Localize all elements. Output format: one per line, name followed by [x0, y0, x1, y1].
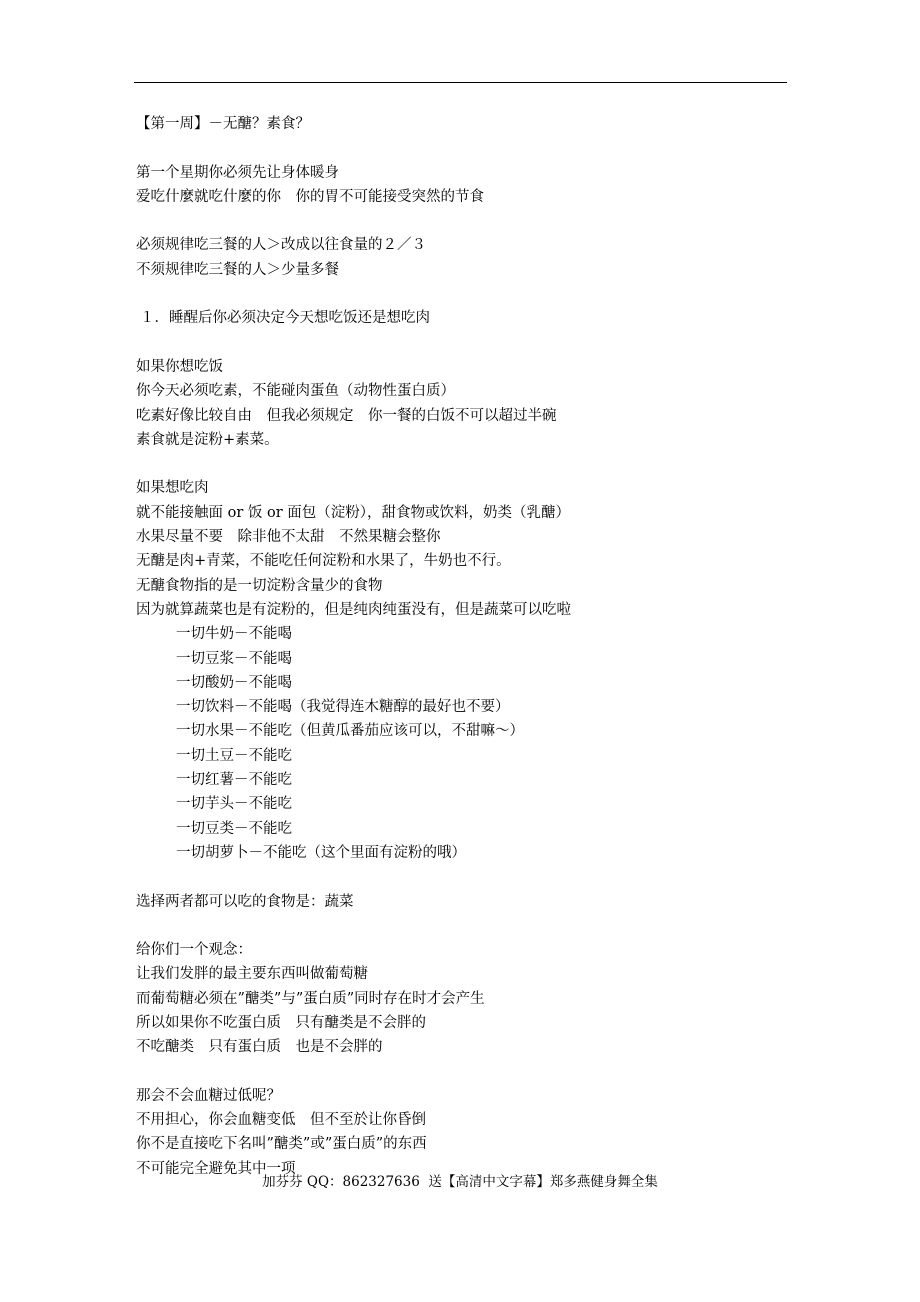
list-item: 一切胡萝卜－不能吃（这个里面有淀粉的哦）: [176, 844, 466, 861]
text-line: 就不能接触面 or 饭 or 面包（淀粉），甜食物或饮料，奶类（乳醣）: [136, 504, 571, 521]
list-item: 一切芋头－不能吃: [176, 796, 292, 813]
text-line: 那会不会血糖过低呢？: [136, 1087, 281, 1104]
heading: 【第一周】－无醣？素食？: [136, 116, 310, 132]
text-line: 第一个星期你必须先让身体暖身: [136, 164, 339, 181]
blank-line: [136, 136, 796, 160]
blank-line: [136, 865, 796, 889]
list-item: 一切酸奶－不能喝: [176, 674, 292, 691]
list-item: 一切豆类－不能吃: [176, 820, 292, 837]
text-line: 而葡萄糖必须在”醣类”与”蛋白质”同时存在时才会产生: [136, 990, 485, 1007]
text-line: 如果想吃肉: [136, 480, 209, 497]
text-line: 吃素好像比较自由 但我必须规定 你一餐的白饭不可以超过半碗: [136, 407, 557, 424]
list-item: 一切牛奶－不能喝: [176, 626, 292, 643]
text-line: 你不是直接吃下名叫”醣类”或”蛋白质”的东西: [136, 1136, 427, 1153]
list-item: 一切饮料－不能喝（我觉得连木糖醇的最好也不要）: [176, 699, 510, 716]
blank-line: [136, 282, 796, 306]
list-item: 一切水果－不能吃（但黄瓜番茄应该可以，不甜嘛～）: [176, 723, 524, 740]
text-line: 不须规律吃三餐的人＞少量多餐: [136, 261, 339, 278]
numbered-item: １．睡醒后你必须决定今天想吃饭还是想吃肉: [140, 310, 430, 327]
text-line: 选择两者都可以吃的食物是：蔬菜: [136, 893, 354, 910]
text-line: 如果你想吃饭: [136, 358, 223, 375]
text-line: 素食就是淀粉+素菜。: [136, 431, 279, 448]
text-line: 无醣食物指的是一切淀粉含量少的食物: [136, 577, 383, 594]
text-line: 必须规律吃三餐的人＞改成以往食量的２／３: [136, 237, 426, 254]
text-line: 爱吃什麼就吃什麼的你 你的胃不可能接受突然的节食: [136, 188, 484, 205]
list-item: 一切豆浆－不能喝: [176, 650, 292, 667]
blank-line: [136, 209, 796, 233]
list-item: 一切红薯－不能吃: [176, 772, 292, 789]
text-line: 你今天必须吃素，不能碰肉蛋鱼（动物性蛋白质）: [136, 383, 455, 400]
text-line: 让我们发胖的最主要东西叫做葡萄糖: [136, 966, 368, 983]
blank-line: [136, 1060, 796, 1084]
text-line: 水果尽量不要 除非他不太甜 不然果糖会整你: [136, 529, 441, 546]
blank-line: [136, 331, 796, 355]
page-footer: 加芬芬 QQ：862327636 送【高清中文字幕】郑多燕健身舞全集: [262, 1174, 658, 1190]
text-line: 不用担心，你会血糖变低 但不至於让你昏倒: [136, 1112, 426, 1129]
text-line: 不吃醣类 只有蛋白质 也是不会胖的: [136, 1039, 383, 1056]
text-line: 因为就算蔬菜也是有淀粉的，但是纯肉纯蛋没有，但是蔬菜可以吃啦: [136, 601, 571, 618]
document-body: [136, 112, 796, 1181]
text-line: 无醣是肉+青菜，不能吃任何淀粉和水果了，牛奶也不行。: [136, 553, 511, 570]
header-rule: [134, 82, 787, 83]
blank-line: [136, 452, 796, 476]
list-item: 一切土豆－不能吃: [176, 747, 292, 764]
text-line: 不可能完全避免其中一项: [136, 1160, 296, 1177]
blank-line: [136, 914, 796, 938]
text-line: 所以如果你不吃蛋白质 只有醣类是不会胖的: [136, 1014, 426, 1031]
text-line: 给你们一个观念：: [136, 942, 252, 959]
